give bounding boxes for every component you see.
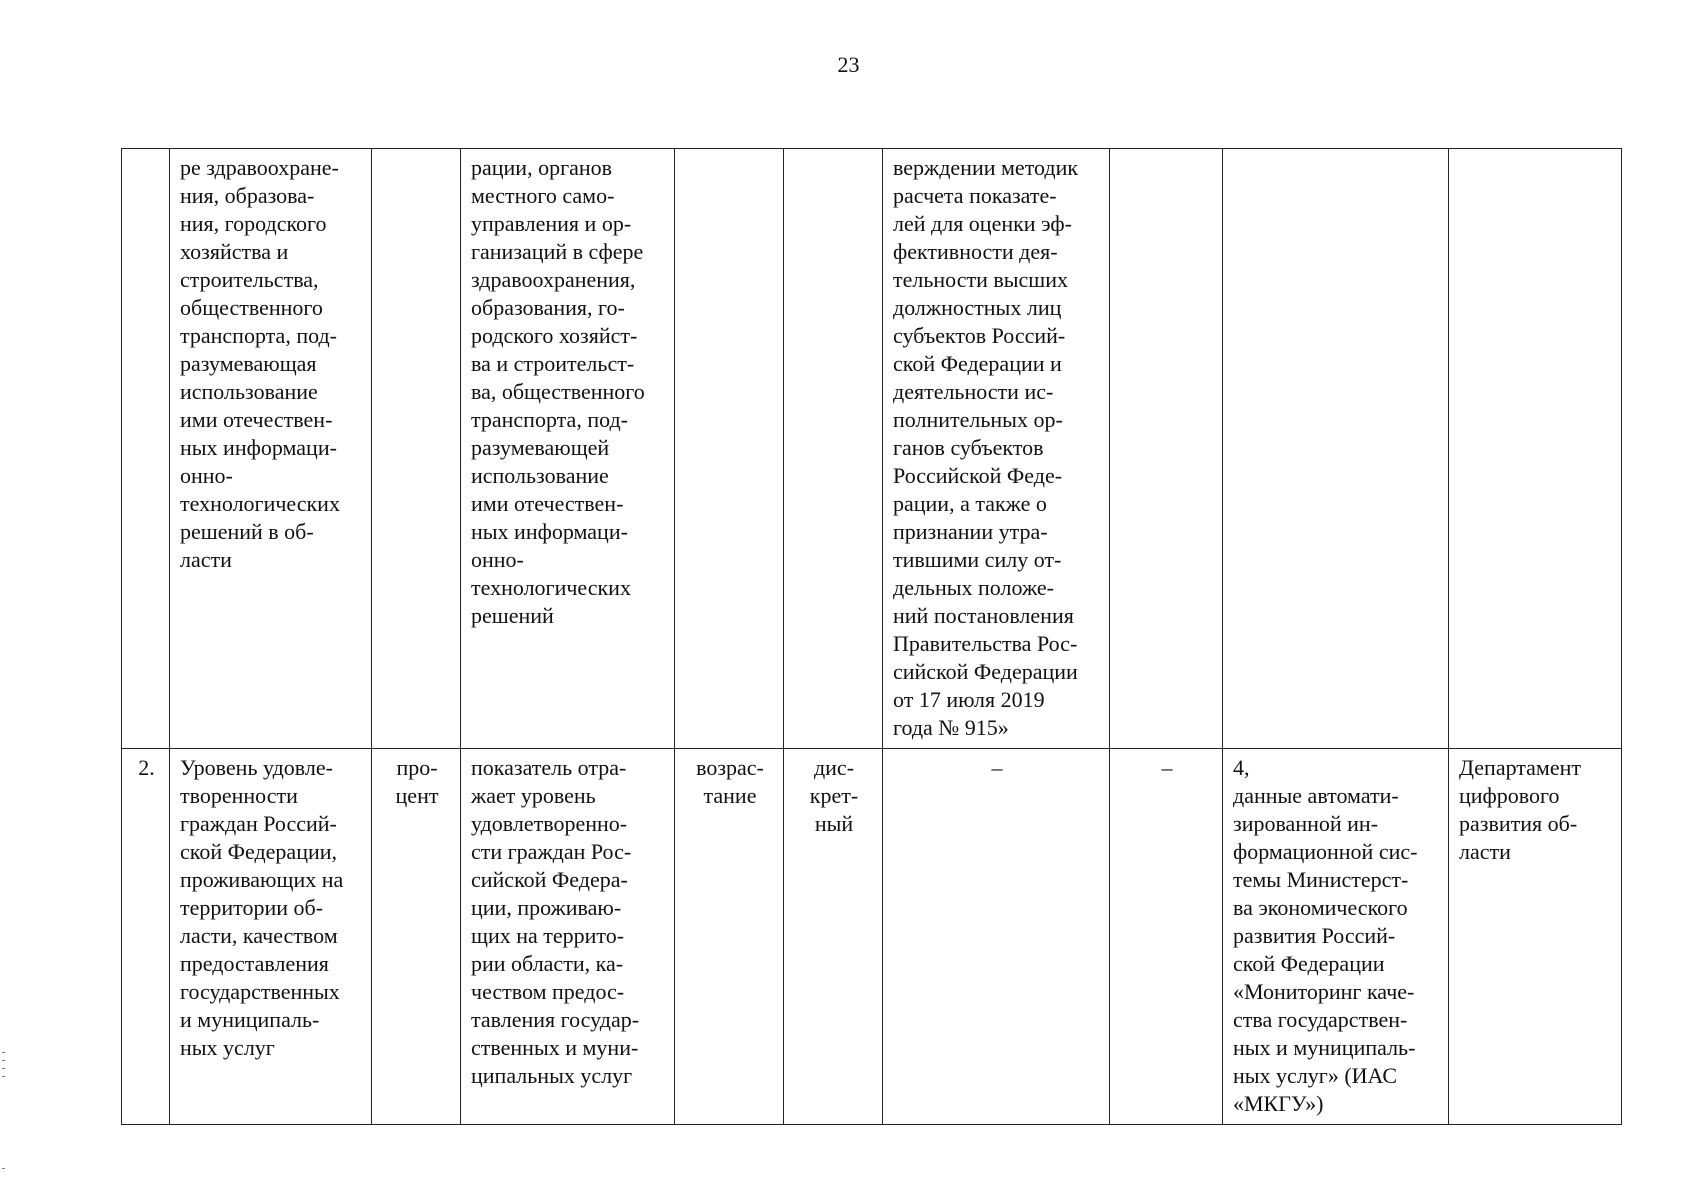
method-cell: – xyxy=(883,749,1110,1125)
indicator-name-cell: Уровень удовле- творенности граждан Россий- ской Федерации, проживающих на территории об- ласти, качеством предоставления государственных и муниципаль- ных услуг xyxy=(170,749,372,1125)
source-cell: 4, данные автомати- зированной ин- формационной сис- темы Министерст- ва экономического развития Россий- ской Федерации «Мониторинг каче- ства государствен- ных и муниципаль- ных услуг» (ИАС «МКГУ») xyxy=(1223,749,1449,1125)
scan-edge-mark xyxy=(2,1168,5,1169)
description-cell: показатель отра- жает уровень удовлетворенно- сти граждан Рос- сийской Федера- ции, проживаю- щих на террито- рии области, ка- чеством предос- тавления государ- ственных и муни- ципальных услуг xyxy=(461,749,675,1125)
description-cell: рации, органов местного само- управления и ор- ганизаций в сфере здравоохранения, образования, го- родского хозяйст- ва и строительст- ва, общественного транспорта, под- разумевающей использование ими отечествен- ных информаци- онно- технологических решений xyxy=(461,149,675,749)
indicators-table xyxy=(121,148,1622,1125)
column-8-cell xyxy=(1110,149,1223,749)
trend-cell: возрас- тание xyxy=(675,749,784,1125)
scan-edge-mark xyxy=(2,1076,5,1077)
scan-edge-mark xyxy=(2,1060,5,1061)
scan-edge-mark xyxy=(2,1068,5,1069)
responsible-cell: Департамент цифрового развития об- ласти xyxy=(1449,749,1622,1125)
unit-cell xyxy=(372,149,461,749)
table-row xyxy=(122,149,1622,749)
source-cell xyxy=(1223,149,1449,749)
page-number: 23 xyxy=(837,52,860,77)
column-8-cell: – xyxy=(1110,749,1223,1125)
row-number-cell: 2. xyxy=(122,749,170,1125)
indicator-name-cell: ре здравоохране- ния, образова- ния, городского хозяйства и строительства, общественного транспорта, под- разумевающая использование ими отечествен- ных информаци- онно- технологических решений в об- ласти xyxy=(170,149,372,749)
type-cell: дис- крет- ный xyxy=(784,749,883,1125)
table-row xyxy=(122,749,1622,1125)
trend-cell xyxy=(675,149,784,749)
scan-edge-mark xyxy=(2,1052,5,1053)
row-number-cell xyxy=(122,149,170,749)
type-cell xyxy=(784,149,883,749)
method-cell: верждении методик расчета показате- лей для оценки эф- фективности дея- тельности высших должностных лиц субъектов Россий- ской Федерации и деятельности ис- полнительных ор- ганов субъектов Российской Феде- рации, а также о признании утра- тившими силу от- дельных положе- ний постановления Правительства Рос- сийской Федерации от 17 июля 2019 года № 915» xyxy=(883,149,1110,749)
responsible-cell xyxy=(1449,149,1622,749)
unit-cell: про- цент xyxy=(372,749,461,1125)
